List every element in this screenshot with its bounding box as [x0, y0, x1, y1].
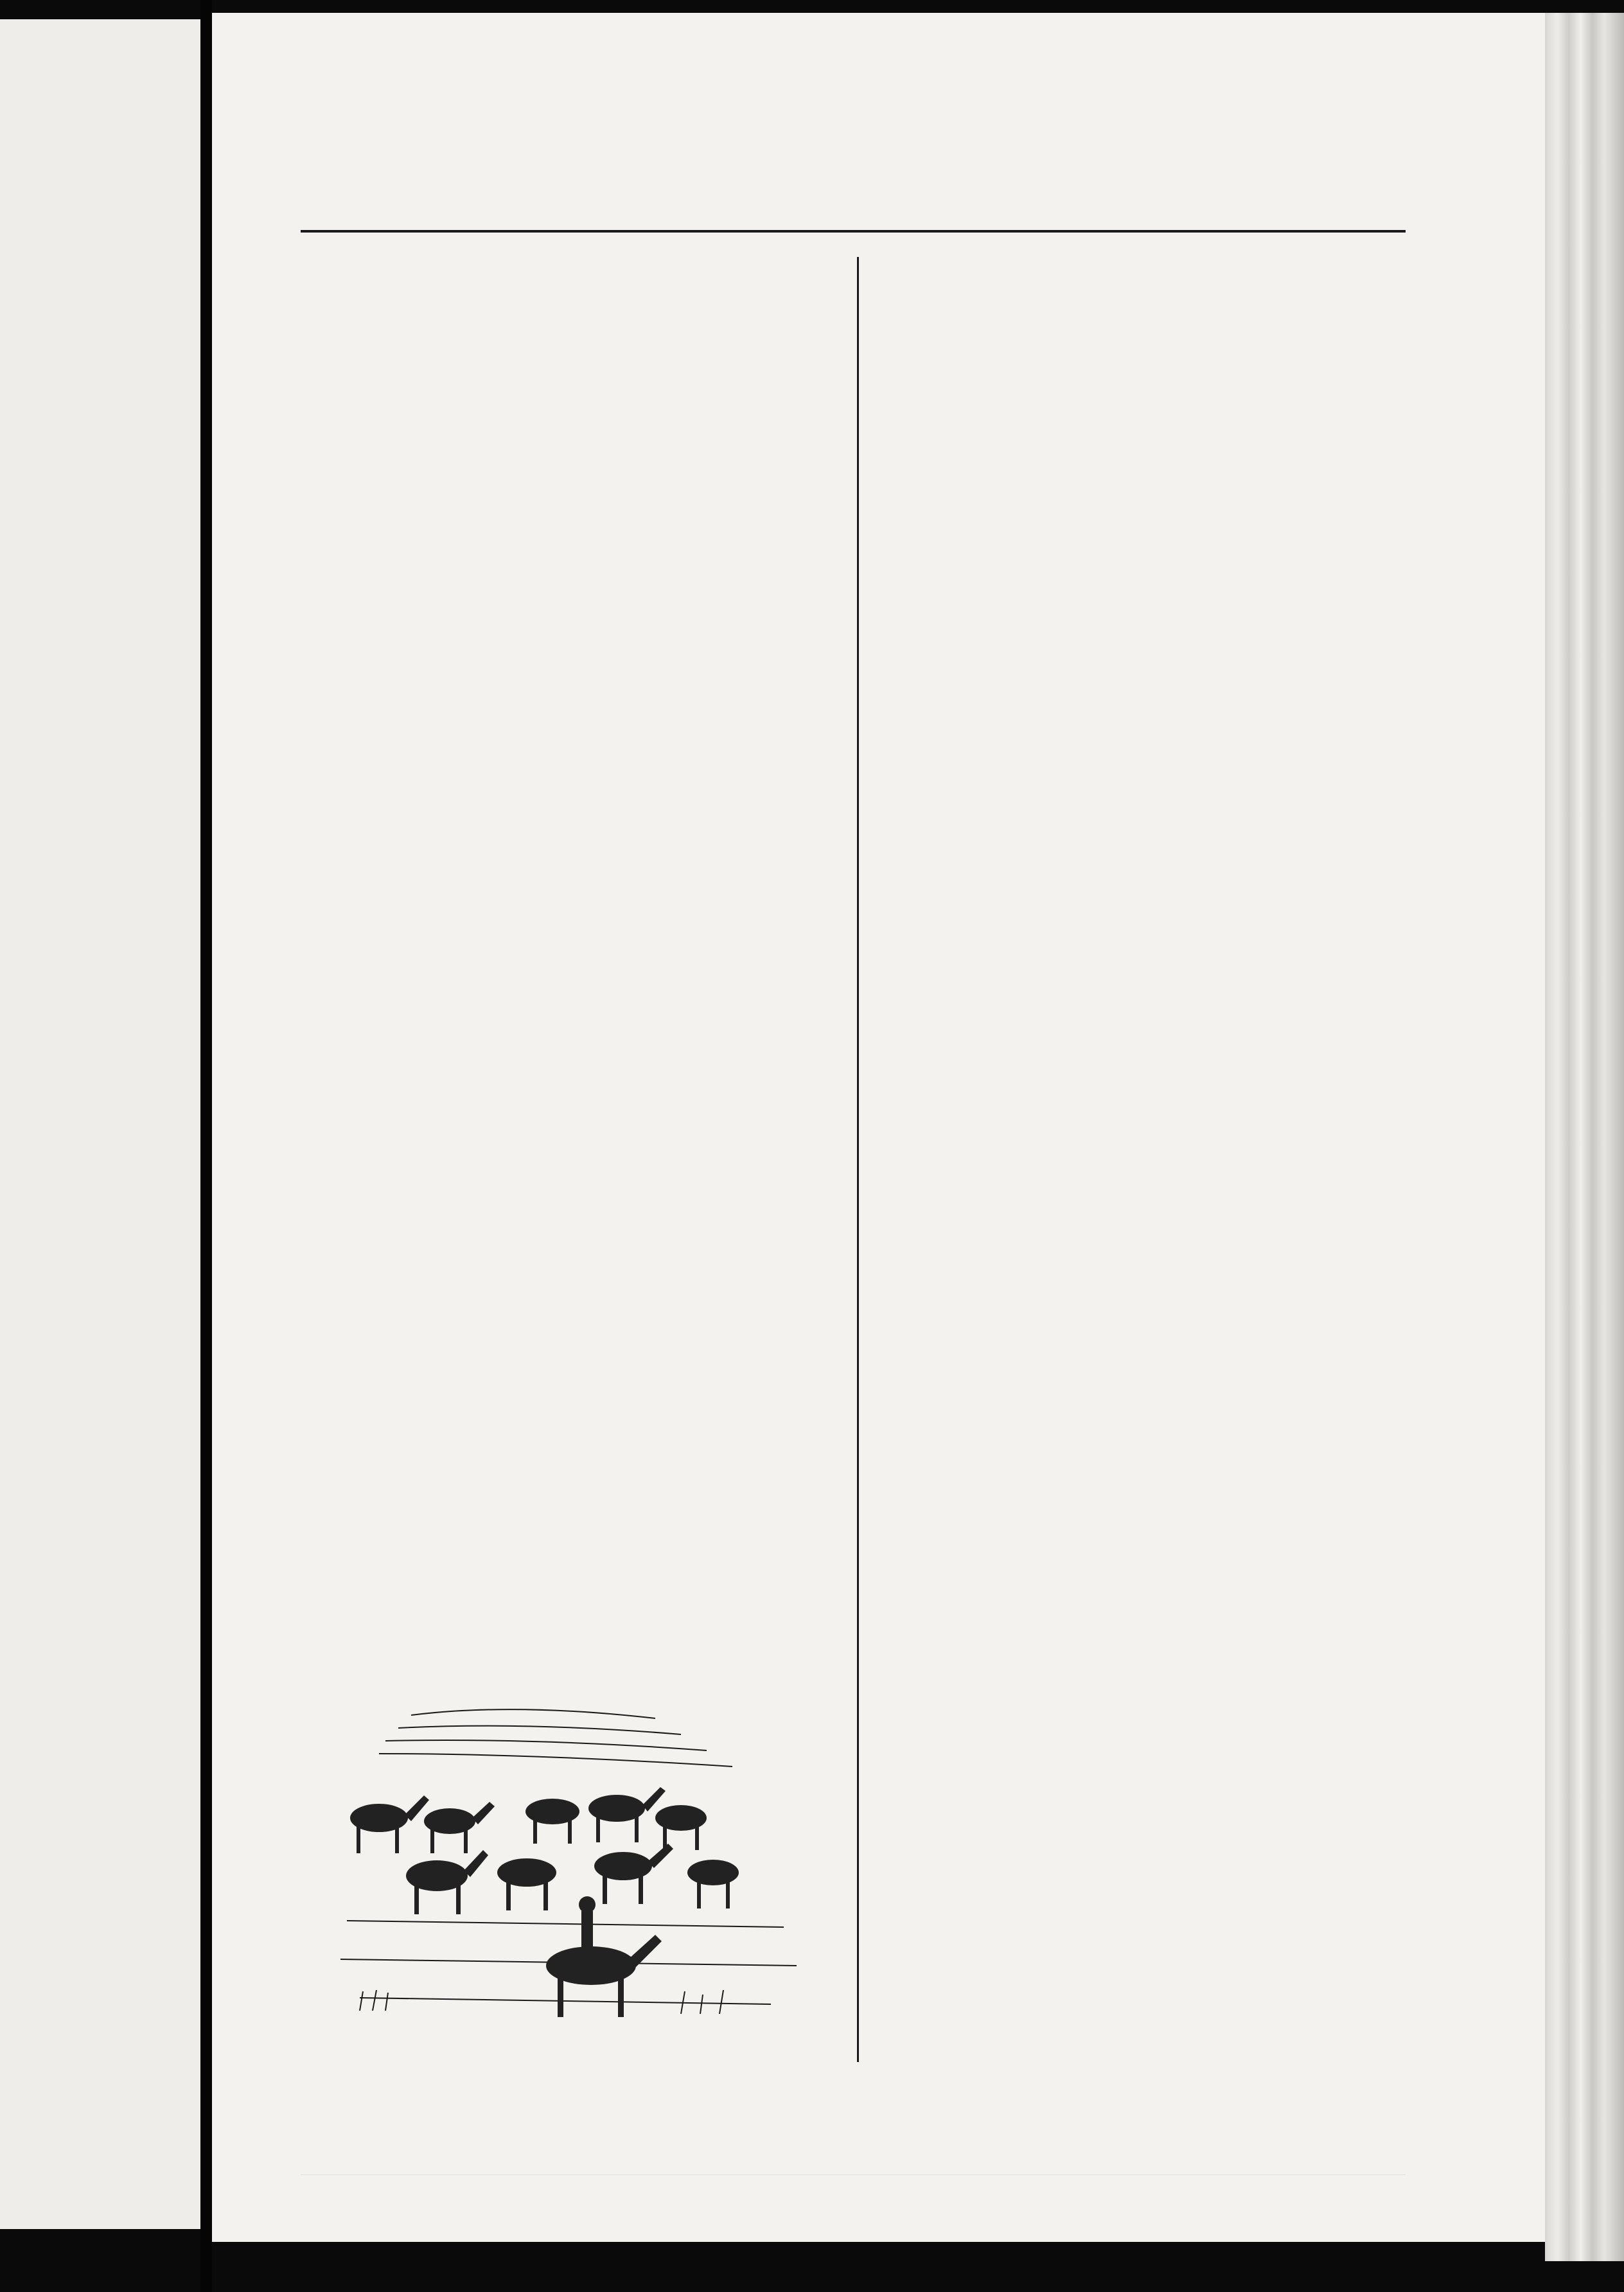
running-header — [301, 159, 1406, 198]
column-divider — [857, 257, 859, 2062]
bleed-through — [301, 2174, 1406, 2175]
horse-ranching-illustration — [321, 1689, 809, 2049]
facing-page — [0, 19, 200, 2229]
book-gutter — [200, 0, 212, 2292]
column-right — [862, 257, 1408, 266]
page-edges — [1545, 13, 1624, 2261]
header-rule — [301, 230, 1406, 233]
column-left — [297, 257, 843, 260]
